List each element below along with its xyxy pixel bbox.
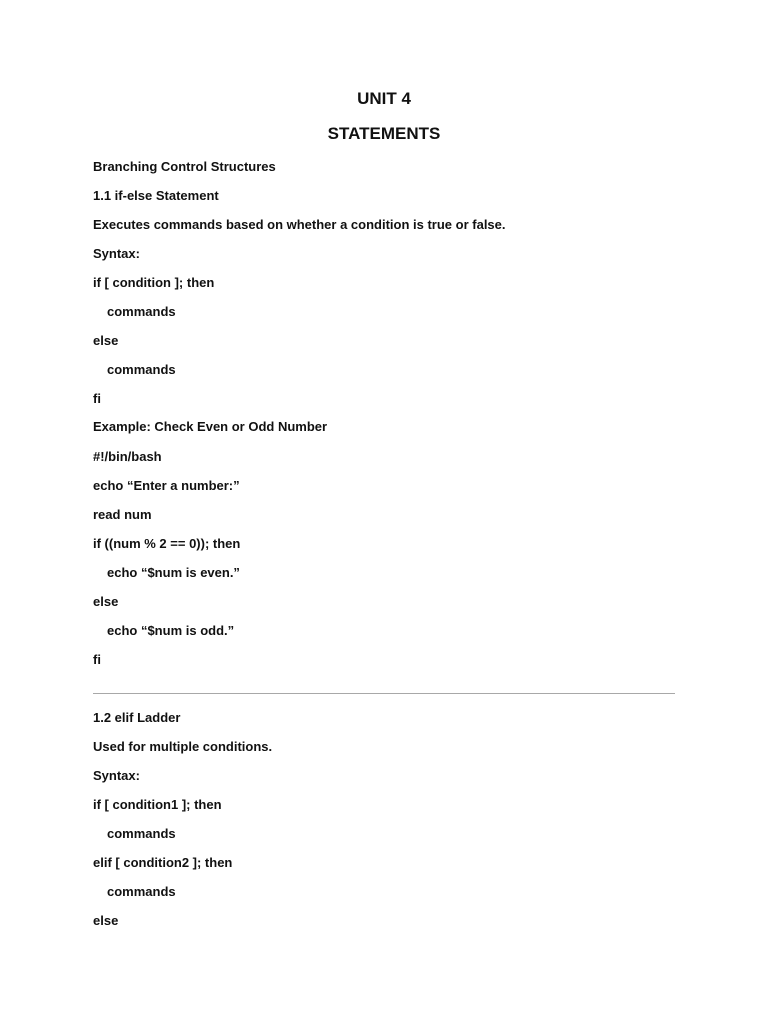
section-heading: Branching Control Structures	[93, 159, 276, 174]
syntax-line: fi	[93, 391, 101, 406]
elif-syntax-label: Syntax:	[93, 768, 140, 783]
syntax-line: else	[93, 333, 119, 348]
horizontal-divider	[93, 693, 675, 694]
syntax-line: commands	[107, 362, 176, 377]
syntax-line: commands	[107, 826, 176, 841]
elif-heading: 1.2 elif Ladder	[93, 710, 181, 725]
syntax-line: else	[93, 913, 119, 928]
syntax-line: if [ condition1 ]; then	[93, 797, 222, 812]
syntax-line: elif [ condition2 ]; then	[93, 855, 233, 870]
syntax-line: commands	[107, 304, 176, 319]
code-line: fi	[93, 652, 101, 667]
if-else-syntax-label: Syntax:	[93, 246, 140, 261]
if-else-heading: 1.1 if-else Statement	[93, 188, 219, 203]
unit-title: UNIT 4	[357, 89, 411, 108]
if-else-description: Executes commands based on whether a condition is true or false.	[93, 217, 506, 232]
syntax-line: if [ condition ]; then	[93, 275, 215, 290]
code-line: echo “$num is even.”	[107, 565, 240, 580]
code-line: else	[93, 594, 119, 609]
code-line: read num	[93, 507, 152, 522]
example-heading: Example: Check Even or Odd Number	[93, 419, 328, 434]
syntax-line: commands	[107, 884, 176, 899]
chapter-title: STATEMENTS	[327, 124, 441, 143]
code-line: if ((num % 2 == 0)); then	[93, 536, 241, 551]
code-line: echo “$num is odd.”	[107, 623, 235, 638]
elif-description: Used for multiple conditions.	[93, 739, 273, 754]
code-line: echo “Enter a number:”	[93, 478, 240, 493]
code-line: #!/bin/bash	[93, 449, 162, 464]
